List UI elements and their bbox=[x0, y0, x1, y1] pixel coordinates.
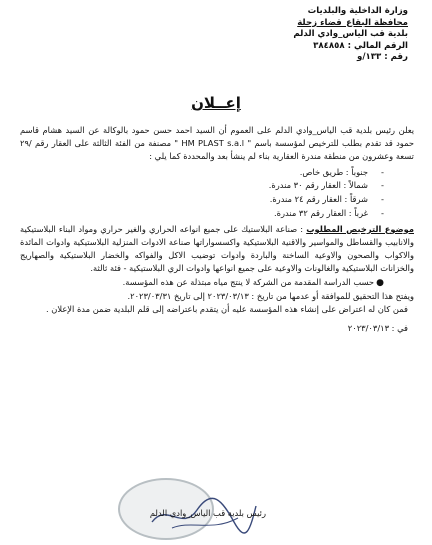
announcement-body bbox=[20, 124, 414, 335]
ministry-line: وزارة الداخلية والبلديات bbox=[307, 6, 408, 16]
bound-north: -شمالاً : العقار رقم ٣٠ مندرة. bbox=[268, 180, 384, 191]
letterhead bbox=[293, 6, 408, 64]
bound-south: -جنوباً : طريق خاص. bbox=[299, 166, 384, 177]
governorate-line: محافظة البقاع_قضاء زحلة bbox=[297, 17, 408, 28]
bullet-note: ●حسب الدراسة المقدمة من الشركة لا ينتج مياه مبتذلة عن هذه المؤسسة. bbox=[20, 276, 414, 290]
inquiry-paragraph: ويفتح هذا التحقيق للموافقة أو عدمها من تاريخ : ٢٠٢٣/٠٣/١٣ إلى تاريخ ٢٠٢٣/٠٣/٣١. bbox=[127, 290, 414, 301]
property-bounds-list bbox=[20, 166, 414, 221]
license-subject-text: : صناعة البلاستيك على جميع انواعه الحراري والغير حراري ومواد البناء البلاستيكية والانابيب والقساطل والمواسير والاقنية البلاستيكية واكسسواراتها صناعة الادوات المنزلية البلاستيكية وادوات المائدة والاكواب والصحون والاوعية الساخنة والباردة وادوات توضيب الاكل والفواكه والخضار البلاستيكية والصهاريج والخزانات البلاستيكية والغالونات والاوعية على جميع انواعها وادوات الري البلاستيكية - فئة ثالثة. bbox=[20, 223, 414, 274]
reference-number: رقم : ١٣٣/و bbox=[357, 52, 408, 63]
signatory-title: رئيس بلدية قب الياس_وادي الدلم bbox=[149, 508, 266, 518]
page-title: إعــلان bbox=[191, 94, 241, 112]
bullet-dot-icon: ● bbox=[376, 277, 384, 288]
intro-paragraph: يعلن رئيس بلدية قب الياس_وادي الدلم على العموم أن السيد احمد حسن حمود بالوكالة عن السيد هشام قاسم حمود قد تقدم بطلب للترخيص لمؤسسة باسم " HM PLAST s.a.l " مصنفة من الفئة الثالثة على العقار رقم /٢٩ تسعة وعشرون من منطقة مندرة العقارية بناء لم ينشأ بعد والمحددة كما يلي : bbox=[20, 125, 414, 162]
license-subject-paragraph bbox=[20, 223, 414, 276]
municipality-line: بلدية قب الياس_وادي الدلم bbox=[293, 29, 408, 40]
finance-number: الرقم المالي : ٣٨٤٨٥٨ bbox=[313, 40, 408, 51]
bound-west: -غرباً : العقار رقم ٣٢ مندرة. bbox=[273, 208, 384, 218]
license-subject-label: موضوع الترخيص المطلوب bbox=[306, 223, 414, 234]
objection-paragraph: فمن كان له اعتراض على إنشاء هذه المؤسسة عليه أن يتقدم باعتراضه إلى قلم البلدية ضمن مدة الإعلان . bbox=[46, 304, 408, 315]
announcement-date: في : ٢٠٢٣/٠٣/١٣ bbox=[347, 323, 408, 334]
bound-east: -شرقاً : العقار رقم ٢٤ مندرة. bbox=[269, 194, 384, 205]
